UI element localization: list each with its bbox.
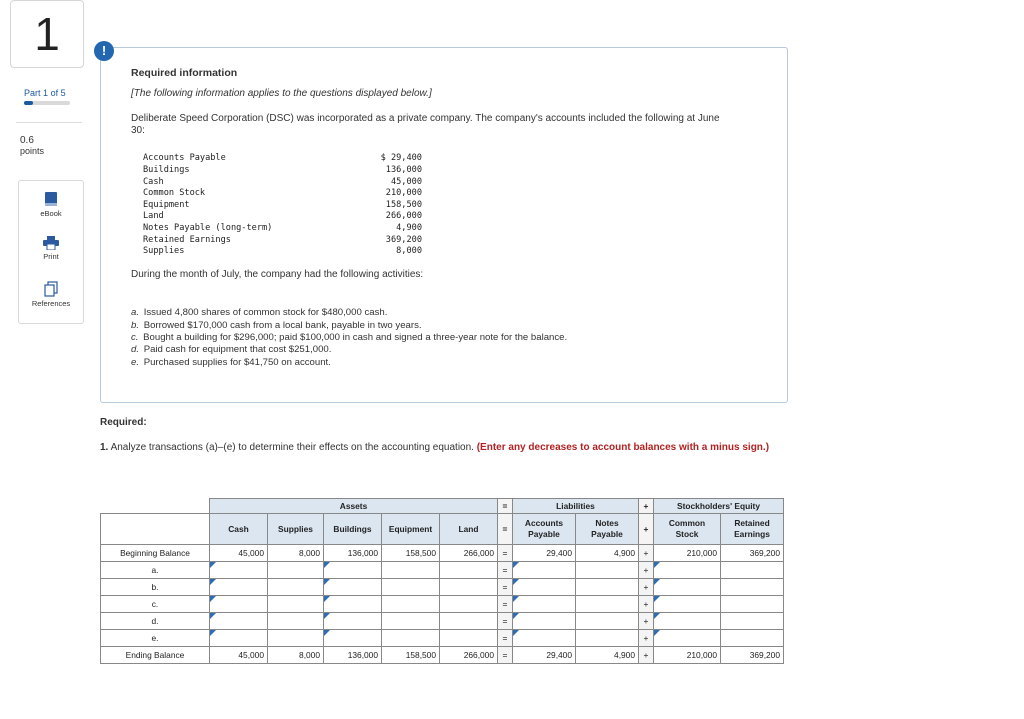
account-name: Notes Payable (long-term)	[143, 223, 273, 233]
land-input[interactable]	[440, 598, 497, 612]
equals-sign: =	[498, 630, 513, 647]
cash-input[interactable]	[210, 615, 267, 629]
accounts-payable-input-cell	[513, 579, 576, 596]
plus-sign: +	[639, 499, 654, 514]
references-label: References	[31, 299, 71, 308]
buildings-input-cell	[324, 630, 382, 647]
input-marker	[513, 562, 519, 568]
activity-text: Borrowed $170,000 cash from a local bank, payable in two years.	[143, 320, 422, 331]
retained-earnings-input[interactable]	[721, 598, 783, 612]
retained-earnings-input-cell	[721, 630, 784, 647]
part-of: of 5	[50, 88, 66, 98]
land-input-cell	[440, 596, 498, 613]
beginning-balance-row	[101, 545, 784, 562]
common-stock-input[interactable]	[654, 564, 720, 578]
notes-payable-input-cell	[576, 562, 639, 579]
activity-letter: e.	[131, 357, 140, 368]
activity-letter: c.	[131, 332, 139, 343]
input-marker	[324, 579, 330, 585]
info-note: [The following information applies to the questions displayed below.]	[131, 88, 432, 99]
part-label: Part	[24, 88, 41, 98]
input-marker	[210, 562, 216, 568]
buildings-header: Buildings	[324, 514, 382, 545]
buildings-input[interactable]	[324, 581, 381, 595]
header-line: Stock	[675, 529, 699, 539]
common-stock-value: 210,000	[654, 545, 721, 562]
account-name: Buildings	[143, 165, 190, 175]
input-marker	[654, 562, 660, 568]
input-marker	[210, 596, 216, 602]
cash-input-cell	[210, 596, 268, 613]
retained-earnings-input-cell	[721, 613, 784, 630]
ebook-button[interactable]	[19, 191, 83, 218]
liabilities-header: Liabilities	[513, 499, 639, 514]
common-stock-input-cell	[654, 579, 721, 596]
activity-text: Bought a building for $296,000; paid $100,000 in cash and signed a three-year note for the balance.	[143, 332, 568, 343]
tools-panel	[18, 180, 84, 324]
ebook-label: eBook	[40, 209, 62, 218]
retained-earnings-input[interactable]	[721, 615, 783, 629]
activity-letter: a.	[131, 307, 140, 318]
activities-intro: During the month of July, the company had the following activities:	[131, 269, 424, 280]
cash-input-cell	[210, 630, 268, 647]
supplies-input-cell	[268, 596, 324, 613]
retained-earnings-input[interactable]	[721, 564, 783, 578]
common-stock-input[interactable]	[654, 632, 720, 646]
cash-input-cell	[210, 579, 268, 596]
cash-input-cell	[210, 562, 268, 579]
transaction-row-a	[101, 562, 784, 579]
accounts-payable-input-cell	[513, 630, 576, 647]
account-name: Accounts Payable	[143, 153, 226, 163]
common-stock-input[interactable]	[654, 581, 720, 595]
points	[20, 135, 44, 157]
retained-earnings-header	[721, 514, 784, 545]
part-progress-fill	[24, 101, 33, 105]
buildings-value: 136,000	[324, 647, 382, 664]
cash-input[interactable]	[210, 581, 267, 595]
notes-payable-input-cell	[576, 596, 639, 613]
equipment-input-cell	[382, 596, 440, 613]
supplies-input-cell	[268, 613, 324, 630]
accounts-payable-input-cell	[513, 596, 576, 613]
equals-sign: =	[498, 545, 513, 562]
land-header: Land	[440, 514, 498, 545]
plus-sign: +	[639, 562, 654, 579]
row-label: d.	[101, 613, 210, 630]
supplies-input[interactable]	[268, 632, 323, 646]
equipment-input[interactable]	[382, 615, 439, 629]
ending-balance-row	[101, 647, 784, 664]
equity-header: Stockholders' Equity	[654, 499, 784, 514]
notes-payable-input[interactable]	[576, 615, 638, 629]
supplies-header: Supplies	[268, 514, 324, 545]
input-marker	[210, 613, 216, 619]
input-marker	[324, 596, 330, 602]
activity-text: Issued 4,800 shares of common stock for $480,000 cash.	[143, 307, 388, 318]
group-header-row	[101, 499, 784, 514]
divider	[16, 122, 82, 123]
account-name: Equipment	[143, 200, 190, 210]
input-marker	[654, 579, 660, 585]
equals-sign: =	[498, 499, 513, 514]
equipment-input[interactable]	[382, 564, 439, 578]
equipment-input[interactable]	[382, 632, 439, 646]
accounts-payable-input[interactable]	[513, 632, 575, 646]
equipment-input-cell	[382, 579, 440, 596]
input-marker	[513, 613, 519, 619]
equals-sign: =	[498, 579, 513, 596]
cash-value: 45,000	[210, 545, 268, 562]
plus-sign: +	[639, 545, 654, 562]
question-text	[100, 441, 790, 454]
land-value: 266,000	[440, 647, 498, 664]
cash-input[interactable]	[210, 564, 267, 578]
points-value: 0.6	[20, 135, 34, 146]
printer-icon	[43, 236, 59, 250]
land-input-cell	[440, 630, 498, 647]
common-stock-input-cell	[654, 630, 721, 647]
header-line: Payable	[528, 529, 560, 539]
retained-earnings-input-cell	[721, 579, 784, 596]
notes-payable-input[interactable]	[576, 632, 638, 646]
required-label: Required:	[100, 417, 147, 428]
account-amount: 8,000	[396, 246, 422, 256]
transaction-row-b	[101, 579, 784, 596]
row-label: e.	[101, 630, 210, 647]
equals-sign: =	[498, 596, 513, 613]
input-marker	[654, 613, 660, 619]
notes-payable-input[interactable]	[576, 598, 638, 612]
question-instruction: (Enter any decreases to account balances with a minus sign.)	[476, 442, 770, 453]
buildings-input[interactable]	[324, 632, 381, 646]
cash-input[interactable]	[210, 598, 267, 612]
points-label: points	[20, 146, 45, 156]
row-label: a.	[101, 562, 210, 579]
retained-earnings-input-cell	[721, 562, 784, 579]
activity-item	[131, 307, 387, 318]
plus-sign: +	[639, 647, 654, 664]
buildings-input[interactable]	[324, 598, 381, 612]
equipment-input-cell	[382, 630, 440, 647]
plus-sign: +	[639, 579, 654, 596]
assets-header: Assets	[210, 499, 498, 514]
common-stock-header	[654, 514, 721, 545]
notes-payable-input-cell	[576, 613, 639, 630]
land-input[interactable]	[440, 564, 497, 578]
notes-payable-input-cell	[576, 579, 639, 596]
retained-earnings-value: 369,200	[721, 647, 784, 664]
part-progress-bar	[24, 101, 70, 105]
supplies-input-cell	[268, 579, 324, 596]
buildings-input[interactable]	[324, 615, 381, 629]
info-intro: Deliberate Speed Corporation (DSC) was incorporated as a private company. The company's accounts included the following at June 30:	[131, 113, 720, 136]
common-stock-input[interactable]	[654, 598, 720, 612]
input-marker	[654, 596, 660, 602]
buildings-input[interactable]	[324, 564, 381, 578]
account-name: Common Stock	[143, 188, 206, 198]
row-label: c.	[101, 596, 210, 613]
equipment-input[interactable]	[382, 598, 439, 612]
supplies-value: 8,000	[268, 545, 324, 562]
book-icon	[44, 191, 58, 207]
retained-earnings-value: 369,200	[721, 545, 784, 562]
account-amount: 369,200	[385, 235, 422, 245]
buildings-input-cell	[324, 562, 382, 579]
row-label: b.	[101, 579, 210, 596]
notes-payable-value: 4,900	[576, 647, 639, 664]
references-button[interactable]	[19, 281, 83, 308]
header-line: Retained	[734, 518, 770, 528]
input-marker	[324, 630, 330, 636]
common-stock-input-cell	[654, 596, 721, 613]
accounts-payable-input[interactable]	[513, 615, 575, 629]
supplies-input[interactable]	[268, 581, 323, 595]
activity-item	[131, 332, 567, 343]
supplies-input[interactable]	[268, 564, 323, 578]
equipment-input[interactable]	[382, 581, 439, 595]
accounts-payable-input[interactable]	[513, 581, 575, 595]
equals-sign: =	[498, 562, 513, 579]
activity-item	[131, 320, 422, 331]
activity-letter: b.	[131, 320, 140, 331]
question-number-label: 1.	[100, 442, 109, 453]
retained-earnings-input[interactable]	[721, 632, 783, 646]
references-icon	[44, 281, 58, 297]
part-number: 1	[43, 88, 49, 98]
accounts-payable-value: 29,400	[513, 647, 576, 664]
common-stock-value: 210,000	[654, 647, 721, 664]
land-input[interactable]	[440, 615, 497, 629]
land-input[interactable]	[440, 632, 497, 646]
land-input[interactable]	[440, 581, 497, 595]
input-marker	[324, 562, 330, 568]
accounts-payable-input-cell	[513, 613, 576, 630]
part-indicator	[24, 88, 66, 98]
buildings-value: 136,000	[324, 545, 382, 562]
common-stock-input-cell	[654, 613, 721, 630]
equals-sign: =	[498, 613, 513, 630]
account-name: Cash	[143, 177, 164, 187]
label-header-cell	[101, 514, 210, 545]
info-heading: Required information	[131, 67, 238, 79]
cash-value: 45,000	[210, 647, 268, 664]
header-line: Earnings	[734, 529, 770, 539]
notes-payable-value: 4,900	[576, 545, 639, 562]
equipment-value: 158,500	[382, 647, 440, 664]
equipment-input-cell	[382, 613, 440, 630]
plus-sign: +	[639, 613, 654, 630]
input-marker	[513, 596, 519, 602]
buildings-input-cell	[324, 613, 382, 630]
buildings-input-cell	[324, 579, 382, 596]
cash-input-cell	[210, 613, 268, 630]
retained-earnings-input-cell	[721, 596, 784, 613]
input-marker	[210, 579, 216, 585]
input-marker	[324, 613, 330, 619]
print-label: Print	[43, 252, 59, 261]
accounts-payable-input-cell	[513, 562, 576, 579]
corner-cell	[101, 499, 210, 514]
supplies-input-cell	[268, 562, 324, 579]
accounts-payable-input[interactable]	[513, 598, 575, 612]
buildings-input-cell	[324, 596, 382, 613]
equipment-value: 158,500	[382, 545, 440, 562]
account-amount: 266,000	[385, 211, 422, 221]
common-stock-input[interactable]	[654, 615, 720, 629]
account-amount: 45,000	[390, 177, 422, 187]
supplies-value: 8,000	[268, 647, 324, 664]
plus-sign: +	[639, 596, 654, 613]
print-button[interactable]	[19, 236, 83, 261]
plus-sign: +	[639, 514, 654, 545]
transaction-row-d	[101, 613, 784, 630]
cash-header: Cash	[210, 514, 268, 545]
equals-sign: =	[498, 514, 513, 545]
accounting-equation-table	[100, 498, 784, 664]
header-line: Common	[668, 518, 706, 528]
input-marker	[654, 630, 660, 636]
question-body: Analyze transactions (a)–(e) to determine their effects on the accounting equation.	[110, 442, 474, 453]
activity-letter: d.	[131, 344, 140, 355]
land-value: 266,000	[440, 545, 498, 562]
account-amount: 210,000	[385, 188, 422, 198]
row-label: Ending Balance	[101, 647, 210, 664]
land-input-cell	[440, 579, 498, 596]
supplies-input[interactable]	[268, 598, 323, 612]
retained-earnings-input[interactable]	[721, 581, 783, 595]
account-name: Supplies	[143, 246, 185, 256]
notes-payable-header	[576, 514, 639, 545]
account-amount: 158,500	[385, 200, 422, 210]
cash-input[interactable]	[210, 632, 267, 646]
header-line: Accounts	[524, 518, 564, 528]
alert-icon: !	[94, 41, 114, 61]
supplies-input[interactable]	[268, 615, 323, 629]
account-amount: 136,000	[385, 165, 422, 175]
question-number: 1	[10, 0, 84, 68]
account-name: Retained Earnings	[143, 235, 231, 245]
transaction-row-e	[101, 630, 784, 647]
account-amount: $ 29,400	[380, 153, 422, 163]
account-name: Land	[143, 211, 164, 221]
accounts-payable-header	[513, 514, 576, 545]
input-marker	[513, 630, 519, 636]
equals-sign: =	[498, 647, 513, 664]
land-input-cell	[440, 562, 498, 579]
supplies-input-cell	[268, 630, 324, 647]
header-line: Payable	[591, 529, 623, 539]
accounts-payable-value: 29,400	[513, 545, 576, 562]
notes-payable-input[interactable]	[576, 564, 638, 578]
notes-payable-input-cell	[576, 630, 639, 647]
input-marker	[513, 579, 519, 585]
row-label: Beginning Balance	[101, 545, 210, 562]
transaction-row-c	[101, 596, 784, 613]
plus-sign: +	[639, 630, 654, 647]
input-marker	[210, 630, 216, 636]
activity-item	[131, 344, 331, 355]
activity-text: Purchased supplies for $41,750 on account.	[143, 357, 331, 368]
account-amount: 4,900	[396, 223, 422, 233]
activity-text: Paid cash for equipment that cost $251,000.	[143, 344, 332, 355]
land-input-cell	[440, 613, 498, 630]
common-stock-input-cell	[654, 562, 721, 579]
notes-payable-input[interactable]	[576, 581, 638, 595]
equipment-input-cell	[382, 562, 440, 579]
header-line: Notes	[595, 518, 619, 528]
equipment-header: Equipment	[382, 514, 440, 545]
accounts-payable-input[interactable]	[513, 564, 575, 578]
column-header-row	[101, 514, 784, 545]
activity-item	[131, 357, 331, 368]
